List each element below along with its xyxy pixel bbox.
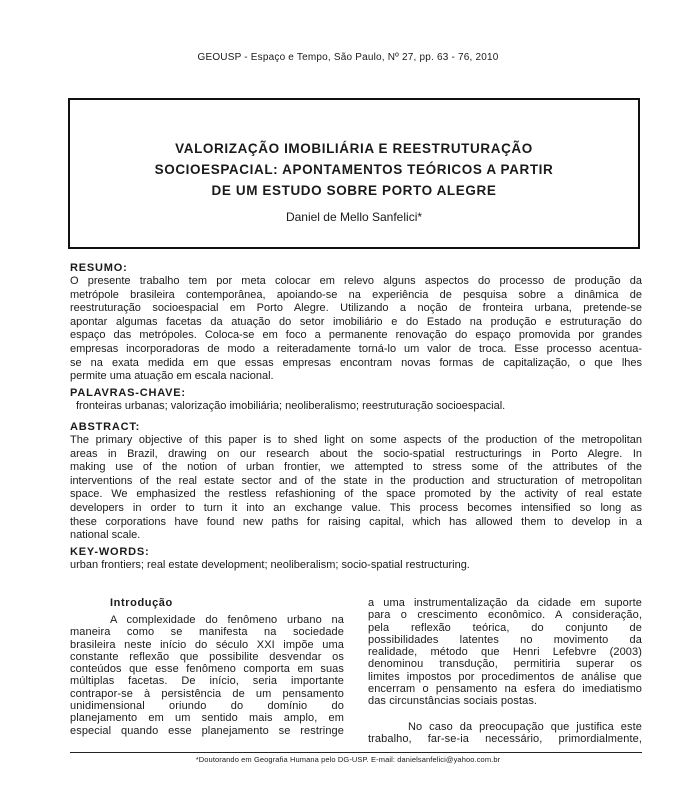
body-line: brasileira neste início do século XXI impõe uma	[70, 638, 344, 651]
body-line: maneira como se manifesta na sociedade	[70, 626, 344, 639]
body-line: constante reflexão que possibilite desvendar os	[70, 650, 344, 663]
palavras-chave-text: fronteiras urbanas; valorização imobiliária; neoliberalismo; reestruturação socioespacial.	[76, 400, 506, 412]
body-line: denominou transdução, permitiria superar os	[368, 658, 642, 671]
resumo-line: O presente trabalho tem por meta colocar em relevo alguns aspectos do processo de produção da	[70, 275, 642, 287]
resumo-line: metrópole brasileira contemporânea, apoiando-se na experiência de pesquisa sobre a dinâmica de	[70, 288, 642, 301]
resumo-line: reestruturação socioespacial em Porto Alegre. Utilizando a noção de fronteira urbana, pretende-se	[70, 302, 642, 315]
introducao-heading: Introdução	[110, 597, 173, 609]
abstract-line: national scale.	[70, 529, 141, 542]
footnote: *Doutorando em Geografia Humana pelo DG-USP. E-mail: danielsanfelici@yahoo.com.br	[195, 755, 501, 764]
body-line: contrapor-se à persistência de um pensamento	[70, 687, 344, 700]
body-line: conteúdos que esse fenômeno comporta em suas	[70, 663, 344, 676]
title-box	[68, 98, 640, 249]
resumo-heading: RESUMO:	[70, 262, 128, 274]
abstract-line: developers in order to turn it into an exchange value. This process becomes intensified so long as	[70, 501, 642, 514]
author-name: Daniel de Mello Sanfelici*	[285, 210, 423, 224]
article-title	[70, 138, 638, 201]
body-column-left	[70, 597, 344, 737]
resumo-section	[70, 262, 642, 384]
abstract-line: making use of the notion of urban frontier, we attempted to stress some of the attributes of the	[70, 461, 642, 474]
body-line: múltiplas facetas. De início, seria importante	[70, 675, 344, 688]
abstract-line: these corporations have found new paths for raising capital, which has allowed them to develop in a	[70, 515, 642, 528]
title-line: VALORIZAÇÃO IMOBILIÁRIA E REESTRUTURAÇÃO	[175, 141, 533, 156]
body-line: a uma instrumentalização da cidade em suporte	[368, 597, 642, 609]
resumo-line: espaço das metrópoles. Coloca-se em foco a permanente renovação do espaço promovida por grandes	[70, 329, 642, 342]
body-line: trabalho, far-se-ia necessário, primordialmente,	[368, 732, 642, 745]
title-line: DE UM ESTUDO SOBRE PORTO ALEGRE	[211, 183, 497, 198]
resumo-line: empresas incorporadoras de modo a reiteradamente torná-lo um valor de troca. Esse processo acentua-	[70, 342, 642, 355]
body-line: das circunstâncias sociais postas.	[368, 695, 538, 708]
abstract-line: areas in Brazil, drawing on our research about the socio-spatial restructurings in Porto Alegre. In	[70, 447, 642, 460]
footnote-divider	[70, 752, 642, 753]
key-words-text: urban frontiers; real estate development; neoliberalism; socio-spatial restructuring.	[70, 559, 470, 571]
key-words-heading: KEY-WORDS:	[70, 546, 150, 558]
body-column-right	[368, 597, 642, 745]
body-line: possibilidades latentes no movimento da	[368, 633, 642, 646]
abstract-section	[70, 421, 642, 543]
body-line: para o crescimento econômico. A consideração,	[368, 609, 642, 622]
body-line: pela reflexão teórica, do conjunto de	[368, 621, 642, 634]
resumo-line: permite uma atuação em escala nacional.	[70, 370, 274, 383]
body-line: unidimensional oriundo do domínio do	[70, 700, 344, 713]
palavras-chave-section	[70, 387, 642, 414]
title-line: SOCIOESPACIAL: APONTAMENTOS TEÓRICOS A PARTIR	[154, 162, 554, 177]
abstract-text	[70, 434, 642, 543]
abstract-line: interventions of the real estate sector and of the state in the production and structuration of metropolitan	[70, 474, 642, 487]
resumo-text	[70, 275, 642, 384]
body-line: planejamento em um sentido mais amplo, em	[70, 712, 344, 725]
body-line: No caso da preocupação que justifica este	[408, 720, 642, 733]
key-words-section	[70, 546, 642, 573]
running-head: GEOUSP - Espaço e Tempo, São Paulo, Nº 27, pp. 63 - 76, 2010	[197, 52, 499, 63]
abstract-line: The primary objective of this paper is to shed light on some aspects of the production of the metropolitan	[70, 434, 642, 446]
paragraph-gap	[368, 708, 642, 721]
body-line: realidade, método que Henri Lefebvre (2003)	[368, 646, 642, 659]
palavras-chave-heading: PALAVRAS-CHAVE:	[70, 387, 186, 399]
body-line: limites impostos por procedimentos de análise que	[368, 670, 642, 683]
body-line: A complexidade do fenômeno urbano na	[110, 614, 344, 626]
body-line: encerram o pensamento na esfera do imediatismo	[368, 683, 642, 696]
abstract-line: space. We emphasized the restless refashioning of the space promoted by the activity of real estate	[70, 488, 642, 501]
abstract-heading: ABSTRACT:	[70, 421, 141, 433]
resumo-line: se na exata medida em que essas empresas encontram novas formas de capitalização, o que lhes	[70, 356, 642, 369]
body-line: especial quando esse planejamento se restringe	[70, 724, 344, 737]
resumo-line: apontar algumas facetas da atuação do setor imobiliário e do Estado na produção e estruturação do	[70, 315, 642, 328]
